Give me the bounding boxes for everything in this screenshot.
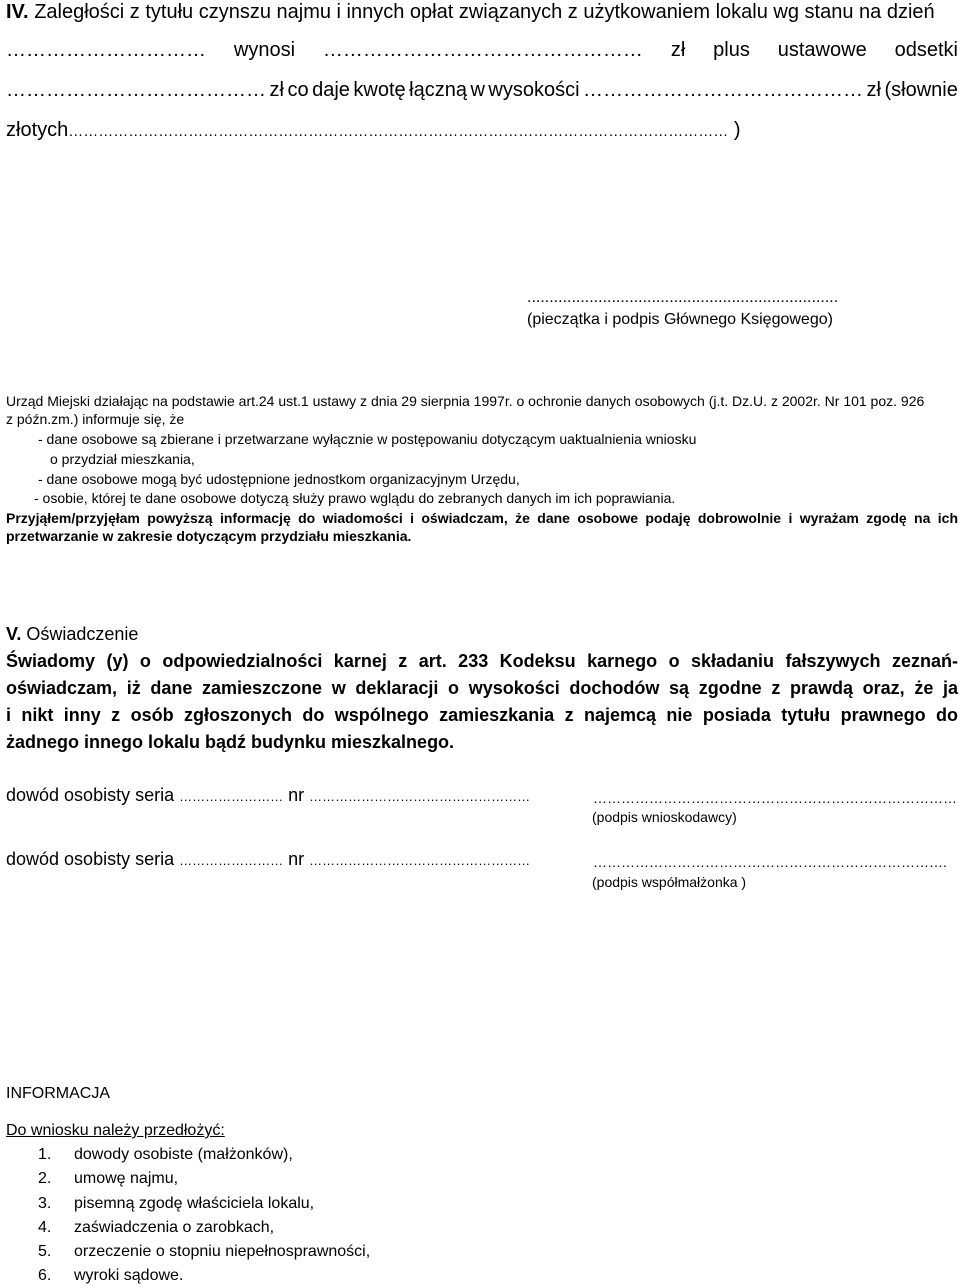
section-4-line-1 <box>6 0 935 24</box>
info-list-item <box>38 1266 183 1286</box>
info-list-item <box>38 1169 178 1189</box>
list-number: 4. <box>38 1219 52 1236</box>
id-number-label: nr <box>288 785 305 805</box>
notice-line-1: Urząd Miejski działając na podstawie art.24 ust.1 ustawy z dnia 29 sierpnia 1997r. o ochronie danych osobowych (j.t. Dz.U. z 2002r. Nr 101 poz. 926 <box>6 393 925 409</box>
info-list-item <box>38 1194 314 1214</box>
id-series-label: dowód osobisty seria <box>6 785 175 805</box>
notice-item-1-cont: o przydział mieszkania, <box>50 451 195 467</box>
declaration-line-2: oświadczam, iż dane zamieszczone w deklaracji o wysokości dochodów są zgodne z prawdą oraz, że ja <box>6 678 958 698</box>
section-5-heading <box>6 623 138 645</box>
words-blank: …………………………………………………………………………………………………………………… <box>68 123 729 140</box>
word: wynosi <box>233 39 296 61</box>
date-blank: ………………………… <box>6 39 206 61</box>
word: zł <box>269 79 284 101</box>
list-number: 2. <box>38 1170 52 1187</box>
id-series-blank: …………………… <box>179 853 284 868</box>
stamp-signature-label: (pieczątka i podpis Głównego Księgowego) <box>527 311 833 328</box>
word: odsetki <box>894 39 958 61</box>
spouse-signature-label: (podpis współmałżonka ) <box>592 874 747 890</box>
declaration-line-4: żadnego innego lokalu bądź budynku mieszkalnego. <box>6 732 455 752</box>
closing-paren: ) <box>733 119 741 141</box>
list-number: 3. <box>38 1195 52 1212</box>
section-5-number: V. <box>6 624 22 644</box>
list-text: pisemną zgodę właściciela lokalu, <box>74 1195 315 1212</box>
section-4-heading-text: Zaległości z tytułu czynszu najmu i innych opłat związanych z użytkowaniem lokalu wg stanu na dzień <box>34 1 935 23</box>
word: (słownie <box>884 79 958 101</box>
notice-line-2: z późn.zm.) informuje się, że <box>6 411 185 427</box>
info-list-item <box>38 1145 293 1165</box>
id-series-blank: …………………… <box>179 789 284 804</box>
notice-item-2: - dane osobowe mogą być udostępnione jednostkom organizacyjnym Urzędu, <box>38 471 520 487</box>
id-row-spouse <box>6 848 530 872</box>
word: daje <box>312 79 350 101</box>
list-text: umowę najmu, <box>74 1170 179 1187</box>
info-list-item <box>38 1242 370 1262</box>
applicant-signature-dots: …………………………………………………………………… <box>593 790 957 806</box>
info-title: INFORMACJA <box>6 1085 110 1102</box>
list-text: dowody osobiste (małżonków), <box>74 1146 293 1163</box>
word: wysokości <box>488 79 580 101</box>
info-list-item <box>38 1218 274 1238</box>
section-4-line-2 <box>6 38 958 62</box>
list-number: 6. <box>38 1267 52 1284</box>
list-text: zaświadczenia o zarobkach, <box>74 1219 275 1236</box>
info-subtitle: Do wniosku należy przedłożyć: <box>6 1122 225 1139</box>
stamp-signature-dots: ...................................................................... <box>527 289 839 306</box>
applicant-signature-label: (podpis wnioskodawcy) <box>592 809 737 825</box>
word: zł <box>670 39 686 61</box>
spouse-signature-dots: …………………………………………………………………. <box>593 854 947 870</box>
declaration-line-1: Świadomy (y) o odpowiedzialności karnej z art. 233 Kodeksu karnego o składaniu fałszywych zeznań- <box>6 651 958 671</box>
interest-blank: ………………………………… <box>6 79 266 101</box>
word: w <box>470 79 485 101</box>
declaration-line-3: i nikt inny z osób zgłoszonych do wspólnego zamieszkania z najemcą nie posiada tytułu prawnego do <box>6 705 958 725</box>
consent-line-2: przetwarzanie w zakresie dotyczącym przydziału mieszkania. <box>6 528 412 544</box>
section-4-number: IV. <box>6 1 29 23</box>
list-text: orzeczenie o stopniu niepełnosprawności, <box>74 1243 371 1260</box>
consent-line-1: Przyjąłem/przyjęłam powyższą informację do wiadomości i oświadczam, że dane osobowe podaję dobrowolnie i wyrażam zgodę na ich <box>6 510 958 526</box>
id-number-blank: …………………………………………… <box>309 789 531 804</box>
id-number-blank: …………………………………………… <box>309 853 531 868</box>
list-number: 1. <box>38 1146 52 1163</box>
section-4-line-3 <box>6 78 958 102</box>
id-number-label: nr <box>288 849 305 869</box>
word: łączną <box>409 79 467 101</box>
id-row-applicant <box>6 784 530 808</box>
id-series-label: dowód osobisty seria <box>6 849 175 869</box>
word: co <box>287 79 309 101</box>
list-text: wyroki sądowe. <box>74 1267 184 1284</box>
list-number: 5. <box>38 1243 52 1260</box>
word: kwotę <box>353 79 406 101</box>
word: zł <box>866 79 881 101</box>
word: plus <box>713 39 750 61</box>
words-label: złotych <box>6 119 69 141</box>
section-5-title: Oświadczenie <box>26 624 139 644</box>
section-4-line-4 <box>6 118 740 144</box>
amount-blank: ………………………………………… <box>322 39 643 61</box>
word: ustawowe <box>777 39 867 61</box>
total-blank: …………………………………… <box>583 79 864 101</box>
notice-item-3: - osobie, której te dane osobowe dotyczą służy prawo wglądu do zebranych danych im ich poprawiania. <box>34 490 676 506</box>
notice-item-1: - dane osobowe są zbierane i przetwarzane wyłącznie w postępowaniu dotyczącym uaktualnienia wniosku <box>38 431 697 447</box>
